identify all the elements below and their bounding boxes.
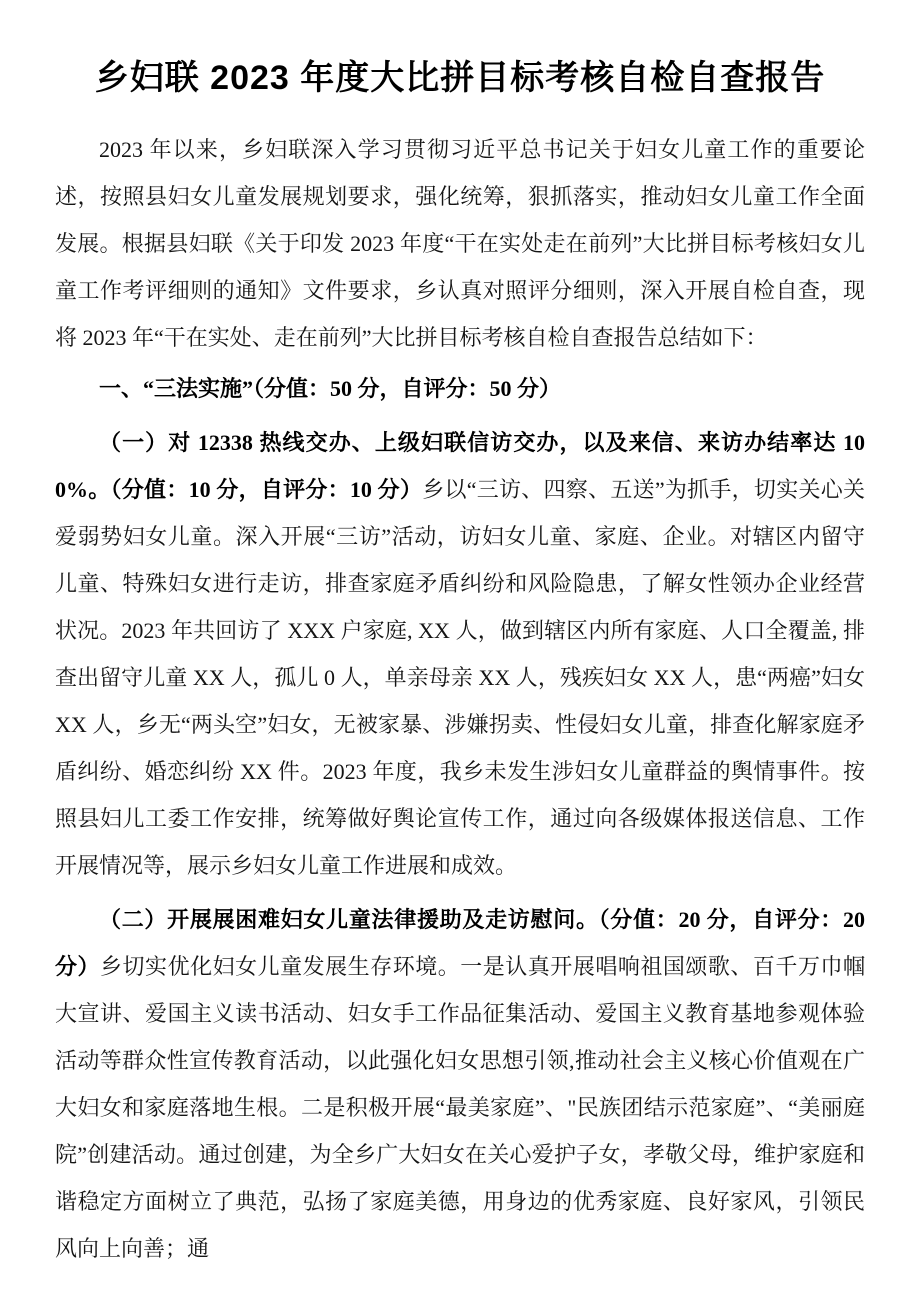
section-1-item-2-text: 乡切实优化妇女儿童发展生存环境。一是认真开展唱响祖国颂歌、百千万巾帼大宣讲、爱国主义读书活动、妇女手工作品征集活动、爱国主义教育基地参观体验活动等群众性宣传教育活动，以此强化妇女思想引领,推动社会主义核心价值观在广大妇女和家庭落地生根。二是积极开展“最美家庭”、"民族团结示范家庭”、“美丽庭院”创建活动。通过创建，为全乡广大妇女在关心爱护子女，孝敬父母，维护家庭和谐稳定方面树立了典范，弘扬了家庭美德，用身边的优秀家庭、良好家风，引领民风向上向善；通 bbox=[55, 954, 865, 1261]
intro-paragraph: 2023 年以来，乡妇联深入学习贯彻习近平总书记关于妇女儿童工作的重要论述，按照县妇女儿童发展规划要求，强化统筹，狠抓落实，推动妇女儿童工作全面发展。根据县妇联《关于印发 2023 年度“干在实处走在前列”大比拼目标考核妇女儿童工作考评细则的通知》文件要求，乡认真对照评分细则，深入开展自检自查，现将 2023 年“干在实处、走在前列”大比拼目标考核自检自查报告总结如下： bbox=[55, 137, 865, 350]
section-1-item-1-paragraph bbox=[55, 419, 865, 889]
section-1-heading: 一、“三法实施”（分值：50 分，自评分：50 分） bbox=[99, 376, 562, 401]
document-title: 乡妇联 2023 年度大比拼目标考核自检自查报告 bbox=[94, 59, 826, 97]
section-1-item-2-lead: （二）开展展困难妇女儿童法律援助及走访慰问。（分值：20 分，自评分：20 分） bbox=[55, 907, 865, 979]
section-1-item-1-lead: （一）对 12338 热线交办、上级妇联信访交办，以及来信、来访办结率达 100%。（分值：10 分，自评分：10 分） bbox=[55, 430, 865, 502]
section-1-item-2-paragraph bbox=[55, 896, 865, 1272]
section-1-item-1-text: 乡以“三访、四察、五送”为抓手，切实关心关爱弱势妇女儿童。深入开展“三访”活动，访妇女儿童、家庭、企业。对辖区内留守儿童、特殊妇女进行走访，排查家庭矛盾纠纷和风险隐患，了解女性领办企业经营状况。2023 年共回访了 XXX 户家庭, XX 人，做到辖区内所有家庭、人口全覆盖, 排查出留守儿童 XX 人，孤儿 0 人，单亲母亲 XX 人，残疾妇女 XX 人，患“两癌”妇女 XX 人，乡无“两头空”妇女，无被家暴、涉嫌拐卖、性侵妇女儿童，排查化解家庭矛盾纠纷、婚恋纠纷 XX 件。2023 年度，我乡未发生涉妇女儿童群益的舆情事件。按照县妇儿工委工作安排，统筹做好舆论宣传工作，通过向各级媒体报送信息、工作开展情况等，展示乡妇女儿童工作进展和成效。 bbox=[55, 477, 865, 878]
